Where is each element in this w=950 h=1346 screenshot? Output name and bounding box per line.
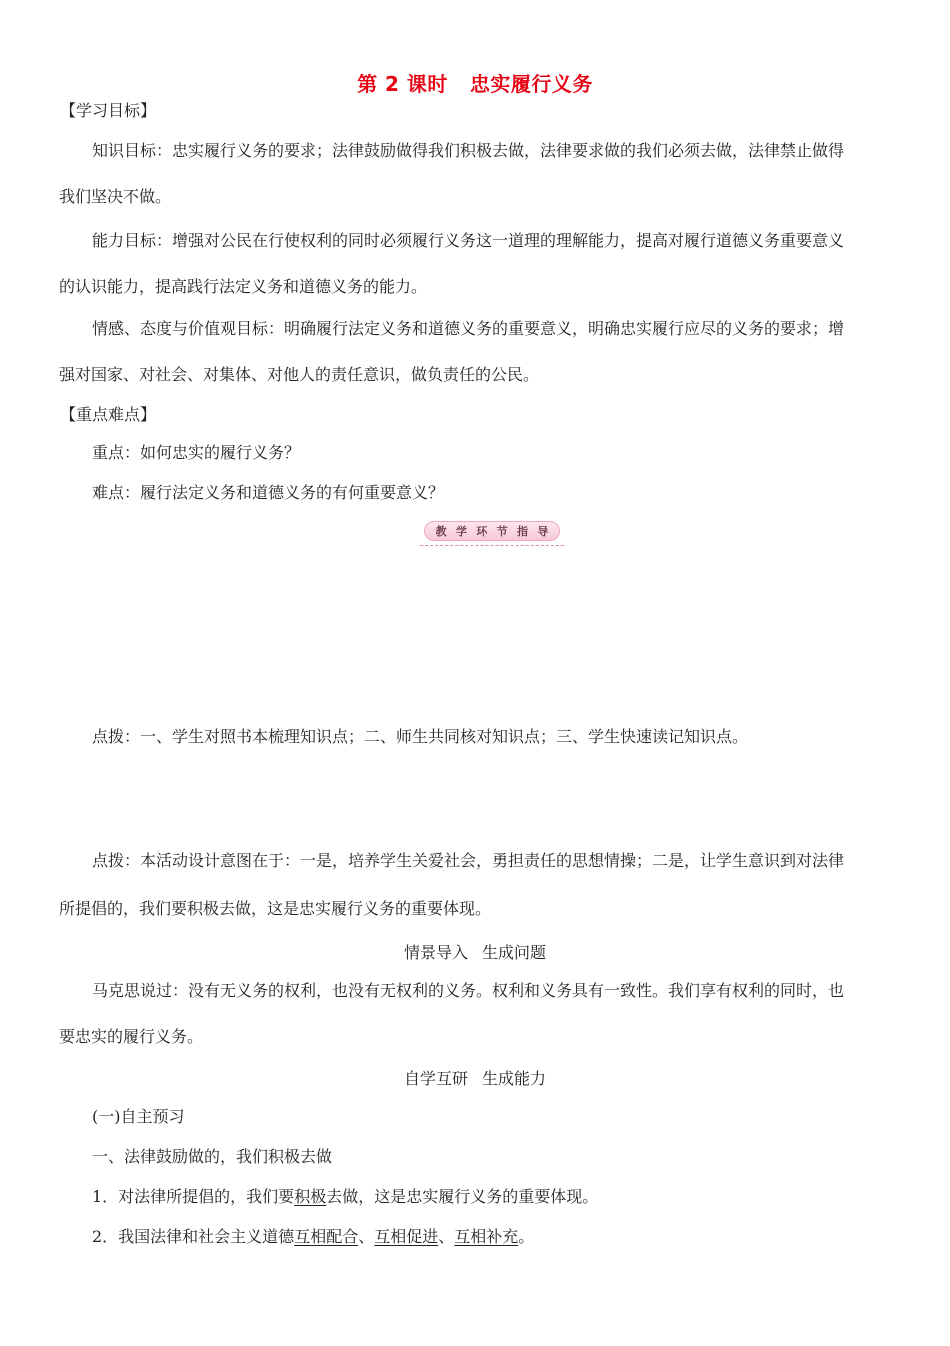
item-2-answer-1: 互相配合 (294, 1227, 359, 1246)
difficult-point: 难点：履行法定义务和道德义务的有何重要意义？ (92, 483, 445, 502)
lesson-name: 忠实履行义务 (469, 72, 593, 96)
item-2-sep: 、 (438, 1227, 455, 1246)
item-1 (92, 1186, 598, 1208)
objectives-heading: 【学习目标】 (60, 101, 157, 120)
emotion-objective-line-2: 强对国家、对社会、对集体、对他人的责任意识，做负责任的公民。 (59, 365, 540, 384)
lesson-title (0, 68, 950, 97)
section-heading-intro (0, 942, 950, 964)
tip-1: 点拨：一、学生对照书本梳理知识点；二、师生共同核对知识点；三、学生快速读记知识点。 (92, 727, 749, 746)
key-point: 重点：如何忠实的履行义务？ (92, 443, 301, 462)
emotion-objective-line-1: 情感、态度与价值观目标：明确履行法定义务和道德义务的重要意义，明确忠实履行应尽的义务的要求；增 (92, 319, 845, 338)
item-1-text-end: 去做，这是忠实履行义务的重要体现。 (326, 1187, 599, 1206)
section-study-part1: 自学互研 (403, 1069, 468, 1088)
knowledge-objective-line-2: 我们坚决不做。 (59, 187, 172, 206)
tip-2-line-1: 点拨：本活动设计意图在于：一是，培养学生关爱社会，勇担责任的思想情操；二是，让学生意识到对法律 (92, 851, 845, 870)
item-heading: 一、法律鼓励做的，我们积极去做 (92, 1147, 333, 1166)
knowledge-objective-line-1: 知识目标：忠实履行义务的要求；法律鼓励做得我们积极去做，法律要求做的我们必须去做，法律禁止做得 (92, 141, 845, 160)
lesson-number: 第 2 课时 (357, 72, 448, 96)
banner-char: 学 (455, 525, 467, 538)
subsection-self-preview: (一)自主预习 (92, 1107, 185, 1126)
intro-line-1: 马克思说过：没有无义务的权利，也没有无权利的义务。权利和义务具有一致性。我们享有权利的同时，也 (92, 981, 845, 1000)
banner-char: 导 (537, 525, 549, 538)
ability-objective-line-2: 的认识能力，提高践行法定义务和道德义务的能力。 (59, 277, 428, 296)
ability-objective-line-1: 能力目标：增强对公民在行使权利的同时必须履行义务这一道理的理解能力，提高对履行道德义务重要意义 (92, 231, 845, 250)
item-1-text: 1．对法律所提倡的，我们要 (92, 1187, 295, 1206)
item-2-text: 2．我国法律和社会主义道德 (92, 1227, 295, 1246)
item-1-answer: 积极 (294, 1187, 327, 1206)
section-intro-part2: 生成问题 (482, 943, 547, 962)
tip-2-line-2: 所提倡的，我们要积极去做，这是忠实履行义务的重要体现。 (59, 899, 492, 918)
key-points-heading: 【重点难点】 (60, 405, 157, 424)
section-heading-self-study (0, 1068, 950, 1090)
section-study-part2: 生成能力 (482, 1069, 547, 1088)
item-2-text-end: 。 (518, 1227, 535, 1246)
section-intro-part1: 情景导入 (403, 943, 468, 962)
item-2-answer-2: 互相促进 (374, 1227, 439, 1246)
banner-char: 节 (496, 525, 508, 538)
banner-char: 教 (435, 525, 447, 538)
item-2-sep: 、 (358, 1227, 375, 1246)
banner-box (424, 521, 560, 541)
item-2 (92, 1226, 534, 1248)
intro-line-2: 要忠实的履行义务。 (59, 1027, 204, 1046)
teaching-guide-banner (420, 519, 564, 547)
banner-dashed-line (420, 545, 564, 546)
item-2-answer-3: 互相补充 (454, 1227, 519, 1246)
banner-char: 环 (476, 525, 488, 538)
banner-char: 指 (516, 525, 528, 538)
